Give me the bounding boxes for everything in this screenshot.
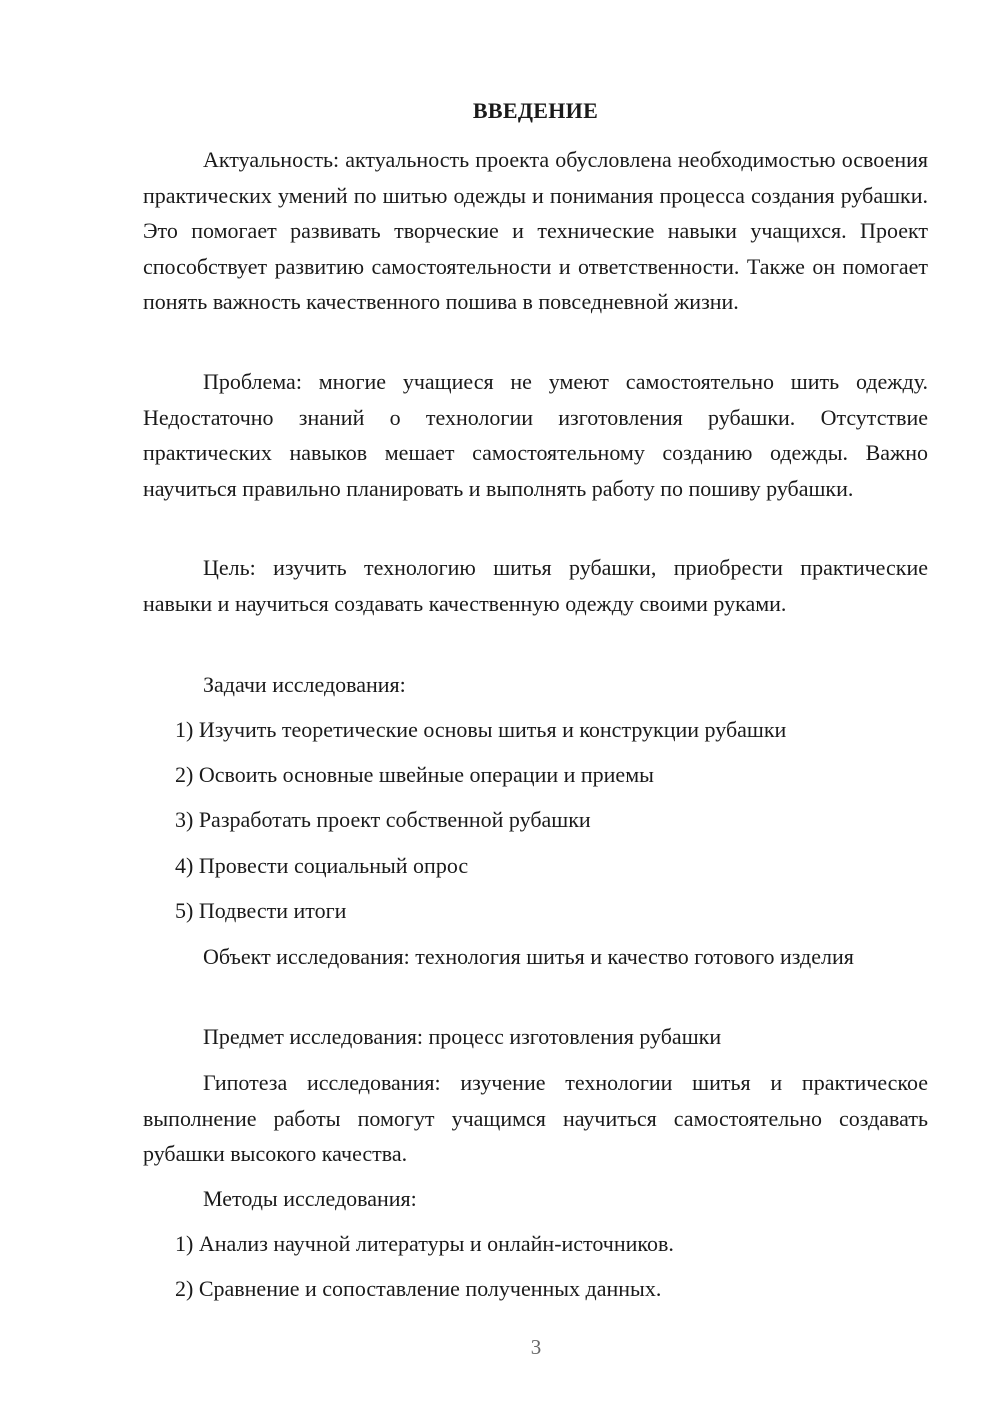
object-paragraph: Объект исследования: технология шитья и качество готового изделия [203, 944, 854, 969]
relevance-paragraph: Актуальность: актуальность проекта обусловлена необходимостью освоения практических умений по шитью одежды и понимания процесса создания рубашки. Это помогает развивать творческие и технические навыки учащихся. Проект способствует развитию самостоятельности и ответственности. Также он помогает понять важность качественного пошива в повседневной жизни. [143, 147, 928, 314]
task-item: 1) Изучить теоретические основы шитья и конструкции рубашки [175, 717, 787, 742]
page-number: 3 [530, 1335, 542, 1359]
subject-paragraph: Предмет исследования: процесс изготовления рубашки [203, 1024, 722, 1049]
hypothesis-paragraph: Гипотеза исследования: изучение технологии шитья и практическое выполнение работы помогут учащимся научиться самостоятельно создавать рубашки высокого качества. [143, 1070, 928, 1166]
method-item: 2) Сравнение и сопоставление полученных данных. [175, 1276, 662, 1301]
methods-heading: Методы исследования: [203, 1186, 417, 1211]
task-item: 3) Разработать проект собственной рубашки [175, 807, 591, 832]
goal-paragraph: Цель: изучить технологию шитья рубашки, приобрести практические навыки и научиться создавать качественную одежду своими руками. [143, 555, 928, 616]
method-item: 1) Анализ научной литературы и онлайн-источников. [175, 1231, 674, 1256]
page-title: ВВЕДЕНИЕ [472, 98, 599, 123]
tasks-heading: Задачи исследования: [203, 672, 406, 697]
problem-paragraph: Проблема: многие учащиеся не умеют самостоятельно шить одежду. Недостаточно знаний о технологии изготовления рубашки. Отсутствие практических навыков мешает самостоятельному созданию одежды. Важно научиться правильно планировать и выполнять работу по пошиву рубашки. [143, 369, 928, 501]
task-item: 5) Подвести итоги [175, 898, 347, 923]
task-item: 4) Провести социальный опрос [175, 853, 469, 878]
task-item: 2) Освоить основные швейные операции и приемы [175, 762, 654, 787]
